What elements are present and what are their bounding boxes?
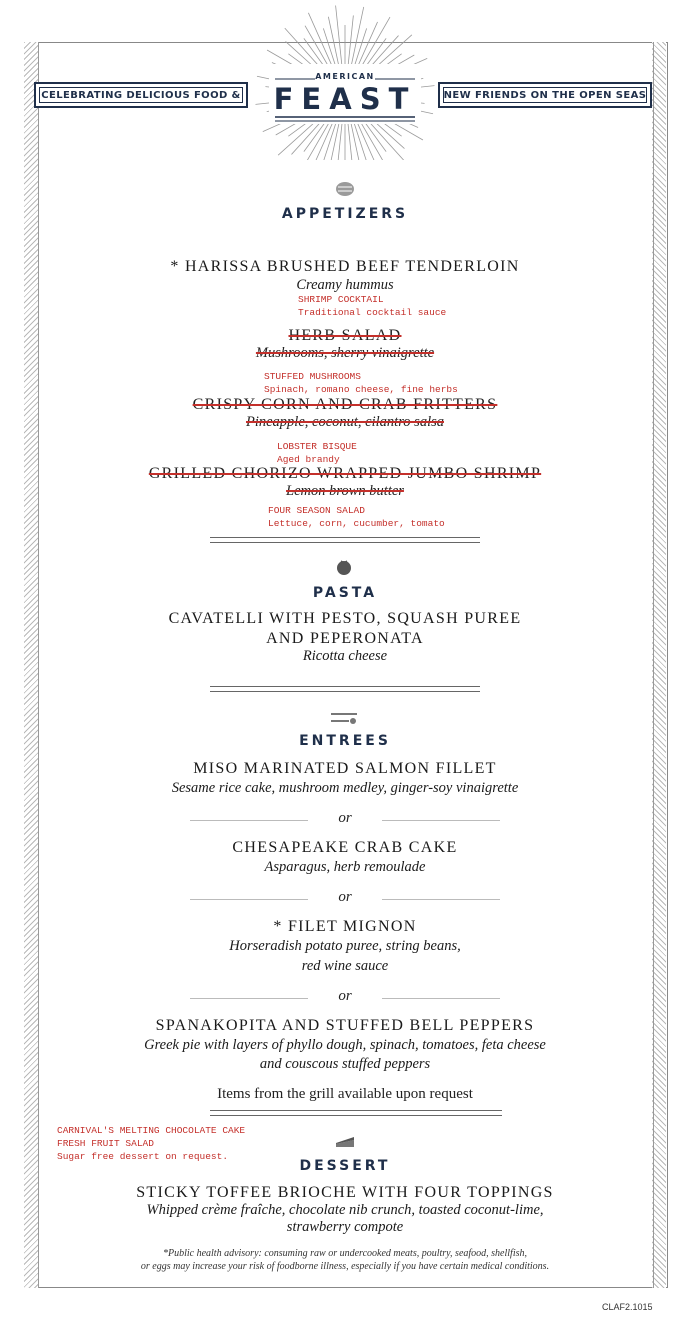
entree-3-desc-line1: Horseradish potato puree, string beans,: [229, 938, 461, 954]
handwritten-note-4: FOUR SEASON SALAD Lettuce, corn, cucumber, tomato: [268, 505, 445, 529]
or-separator: or: [338, 889, 352, 905]
cake-slice-icon: [334, 1132, 356, 1150]
menu-code: CLAF2.1015: [602, 1302, 653, 1312]
entree-4-desc-line1: Greek pie with layers of phyllo dough, spinach, tomatoes, feta cheese: [144, 1037, 546, 1053]
dessert-heading: DESSERT: [299, 1158, 391, 1174]
entree-2-name: CHESAPEAKE CRAB CAKE: [232, 839, 458, 856]
logo-title: FEAST: [273, 82, 417, 116]
handwritten-dessert-note: CARNIVAL'S MELTING CHOCOLATE CAKE FRESH FRUIT SALAD Sugar free dessert on request.: [57, 1125, 246, 1162]
divider: [210, 1110, 502, 1116]
sunburst-ray: [308, 13, 333, 70]
feast-logo: [255, 0, 435, 160]
dessert-desc-line2: strawberry compote: [286, 1219, 404, 1235]
handwritten-note-2: STUFFED MUSHROOMS Spinach, romano cheese, fine herbs: [264, 371, 458, 395]
handwritten-note-1: SHRIMP COCKTAIL Traditional cocktail sauce: [298, 294, 447, 318]
entree-4-desc-line2: and couscous stuffed peppers: [259, 1056, 431, 1072]
appetizer-4-desc: Lemon brown butter: [286, 483, 404, 499]
shell-icon: [335, 180, 355, 198]
health-advisory-line1: *Public health advisory: consuming raw or undercooked meats, poultry, seafood, shellfish,: [162, 1248, 528, 1259]
appetizer-1-name: * HARISSA BRUSHED BEEF TENDERLOIN: [170, 258, 520, 275]
entree-4-name: SPANAKOPITA AND STUFFED BELL PEPPERS: [155, 1017, 535, 1034]
pasta-name-line1: CAVATELLI WITH PESTO, SQUASH PUREE: [168, 610, 522, 627]
entree-3-name: * FILET MIGNON: [273, 918, 417, 935]
pasta-desc: Ricotta cheese: [302, 648, 388, 664]
appetizer-3-desc: Pineapple, coconut, cilantro salsa: [245, 414, 444, 430]
entree-1-name: MISO MARINATED SALMON FILLET: [193, 760, 497, 777]
sunburst-ray: [305, 26, 331, 71]
entree-1-desc: Sesame rice cake, mushroom medley, ginger-soy vinaigrette: [171, 780, 519, 796]
appetizer-2-name: HERB SALAD: [288, 327, 402, 344]
or-rule-right: [382, 820, 500, 821]
sunburst-ray: [354, 28, 367, 68]
appetizer-1-desc: Creamy hummus: [296, 277, 394, 293]
pasta-heading: PASTA: [312, 585, 378, 601]
appetizer-2-desc: Mushrooms, sherry vinaigrette: [255, 345, 435, 361]
sunburst-ray: [336, 5, 342, 67]
health-advisory-line2: or eggs may increase your risk of foodborne illness, especially if you have certain medical conditions.: [140, 1261, 550, 1272]
divider: [210, 537, 480, 543]
entree-3-desc-line2: red wine sauce: [301, 958, 389, 974]
pasta-name-line2: AND PEPERONATA: [266, 630, 424, 647]
grill-note: Items from the grill available upon request: [217, 1086, 473, 1102]
sunburst-ray: [348, 123, 354, 160]
or-rule-right: [382, 998, 500, 999]
sunburst-ray: [326, 122, 339, 160]
sunburst-ray: [354, 122, 367, 160]
tomato-icon: [335, 558, 353, 576]
right-banner: NEW FRIENDS ON THE OPEN SEAS: [438, 82, 652, 108]
appetizers-heading: APPETIZERS: [281, 206, 409, 222]
or-rule-right: [382, 899, 500, 900]
utensils-icon: [331, 711, 357, 725]
appetizer-3-name: CRISPY CORN AND CRAB FRITTERS: [192, 396, 498, 413]
handwritten-note-3: LOBSTER BISQUE Aged brandy: [277, 441, 357, 465]
dessert-desc-line1: Whipped crème fraîche, chocolate nib crunch, toasted coconut-lime,: [146, 1202, 544, 1218]
sunburst-ray: [323, 122, 336, 160]
left-banner: CELEBRATING DELICIOUS FOOD &: [34, 82, 248, 108]
entree-2-desc: Asparagus, herb remoulade: [264, 859, 426, 875]
divider: [210, 686, 480, 692]
logo-subtitle: AMERICAN: [315, 72, 375, 81]
sunburst-ray: [323, 28, 336, 68]
appetizer-4-name: GRILLED CHORIZO WRAPPED JUMBO SHRIMP: [148, 465, 542, 482]
entrees-heading: ENTREES: [299, 733, 391, 749]
dessert-name: STICKY TOFFEE BRIOCHE WITH FOUR TOPPINGS: [136, 1184, 554, 1201]
or-separator: or: [338, 988, 352, 1004]
sunburst-ray: [337, 123, 342, 160]
or-separator: or: [338, 810, 352, 826]
